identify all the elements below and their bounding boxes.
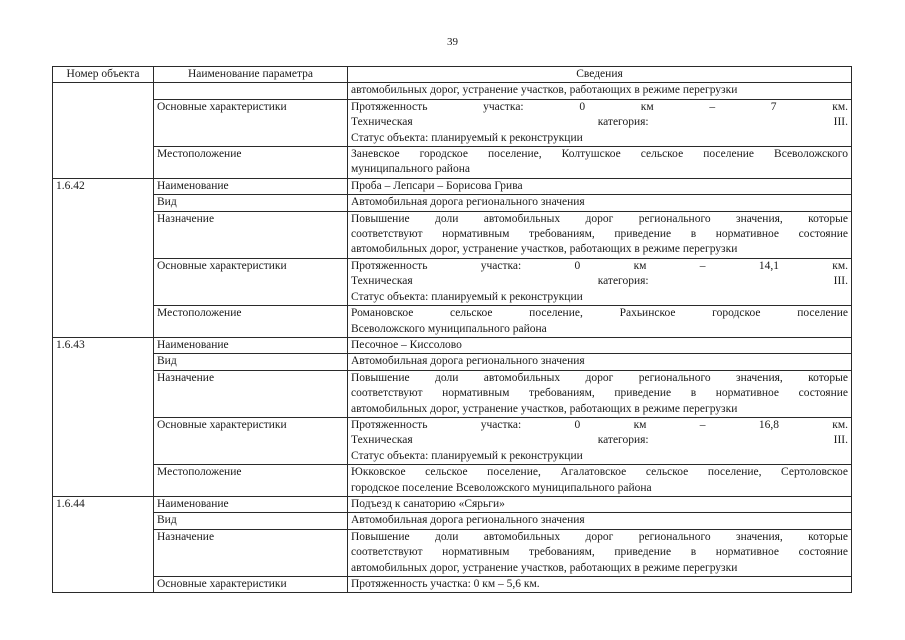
details-line: Техническая категория: III. [351,116,848,129]
table-row [53,529,852,576]
details-line: Песочное – Киссолово [351,338,462,351]
table-row [53,496,852,512]
details-line: Автомобильная дорога регионального значения [351,196,585,209]
parameter-name-cell: Основные характеристики [154,258,348,305]
parameter-name-cell: Основные характеристики [154,417,348,464]
object-number-cell: 1.6.43 [53,337,154,496]
objects-table [52,66,852,593]
parameter-name-cell: Местоположение [154,306,348,338]
table-row [53,354,852,370]
details-line: городское поселение Всеволожского муниципального района [351,481,652,494]
parameter-name-cell: Наименование [154,337,348,353]
table-row [53,178,852,194]
object-number-cell [53,83,154,178]
details-line: Заневское городское поселение, Колтушское сельское поселение Всеволожского [351,148,848,161]
table-row [53,417,852,464]
parameter-name-cell: Наименование [154,178,348,194]
details-line: муниципального района [351,163,470,176]
details-cell [348,354,852,370]
table-row [53,258,852,305]
details-cell [348,337,852,353]
table-row [53,99,852,146]
parameter-name-cell: Назначение [154,529,348,576]
details-cell [348,195,852,211]
object-number-cell: 1.6.44 [53,496,154,592]
table-row [53,195,852,211]
details-cell [348,147,852,179]
details-cell [348,577,852,593]
details-cell [348,258,852,305]
header-parameter-name: Наименование параметра [154,67,348,83]
header-object-number: Номер объекта [53,67,154,83]
table-row [53,147,852,179]
details-cell [348,417,852,464]
parameter-name-cell [154,83,348,99]
details-line: автомобильных дорог, устранение участков, работающих в режиме перегрузки [351,561,738,574]
details-line: автомобильных дорог, устранение участков, работающих в режиме перегрузки [351,84,738,97]
details-line: Романовское сельское поселение, Рахьинское городское поселение [351,307,848,320]
details-cell [348,465,852,497]
details-cell [348,370,852,417]
details-line: Статус объекта: планируемый к реконструкции [351,131,583,144]
parameter-name-cell: Назначение [154,370,348,417]
details-line: Повышение доли автомобильных дорог регионального значения, которые [351,530,848,543]
details-line: соответствуют нормативным требованиям, приведение в нормативное состояние [351,228,848,241]
table-row [53,465,852,497]
details-cell [348,99,852,146]
parameter-name-cell: Наименование [154,496,348,512]
details-line: автомобильных дорог, устранение участков, работающих в режиме перегрузки [351,402,738,415]
table-body [53,83,852,593]
details-line: соответствуют нормативным требованиям, приведение в нормативное состояние [351,546,848,559]
details-line: Статус объекта: планируемый к реконструкции [351,449,583,462]
details-cell [348,211,852,258]
details-line: соответствуют нормативным требованиям, приведение в нормативное состояние [351,387,848,400]
details-line: Автомобильная дорога регионального значения [351,355,585,368]
details-line: Техническая категория: III. [351,275,848,288]
parameter-name-cell: Основные характеристики [154,99,348,146]
parameter-name-cell: Местоположение [154,465,348,497]
details-line: Протяженность участка: 0 км – 16,8 км. [351,418,848,431]
details-cell [348,83,852,99]
table-header [53,67,852,83]
details-cell [348,178,852,194]
details-line: Повышение доли автомобильных дорог регионального значения, которые [351,371,848,384]
details-line: Проба – Лепсари – Борисова Грива [351,179,523,192]
header-details: Сведения [348,67,852,83]
details-line: Протяженность участка: 0 км – 7 км. [351,100,848,113]
details-line: Техническая категория: III. [351,434,848,447]
table-row [53,370,852,417]
details-cell [348,529,852,576]
details-line: Статус объекта: планируемый к реконструкции [351,290,583,303]
parameter-name-cell: Вид [154,513,348,529]
table-row [53,337,852,353]
table-row [53,306,852,338]
parameter-name-cell: Вид [154,195,348,211]
parameter-name-cell: Основные характеристики [154,577,348,593]
object-number-cell: 1.6.42 [53,178,154,337]
parameter-name-cell: Местоположение [154,147,348,179]
header-row [53,67,852,83]
parameter-name-cell: Вид [154,354,348,370]
table-row [53,577,852,593]
details-line: автомобильных дорог, устранение участков, работающих в режиме перегрузки [351,243,738,256]
details-line: Всеволожского муниципального района [351,322,547,335]
details-cell [348,513,852,529]
details-cell [348,496,852,512]
parameter-name-cell: Назначение [154,211,348,258]
table-row [53,513,852,529]
details-cell [348,306,852,338]
page-number: 39 [447,36,458,48]
details-line: Юкковское сельское поселение, Агалатовское сельское поселение, Сертоловское [351,466,848,479]
details-line: Протяженность участка: 0 км – 14,1 км. [351,259,848,272]
table-row [53,83,852,99]
details-line: Автомобильная дорога регионального значения [351,514,585,527]
details-line: Повышение доли автомобильных дорог регионального значения, которые [351,212,848,225]
details-line: Протяженность участка: 0 км – 5,6 км. [351,578,540,590]
details-line: Подъезд к санаторию «Сярьги» [351,497,505,510]
table-row [53,211,852,258]
